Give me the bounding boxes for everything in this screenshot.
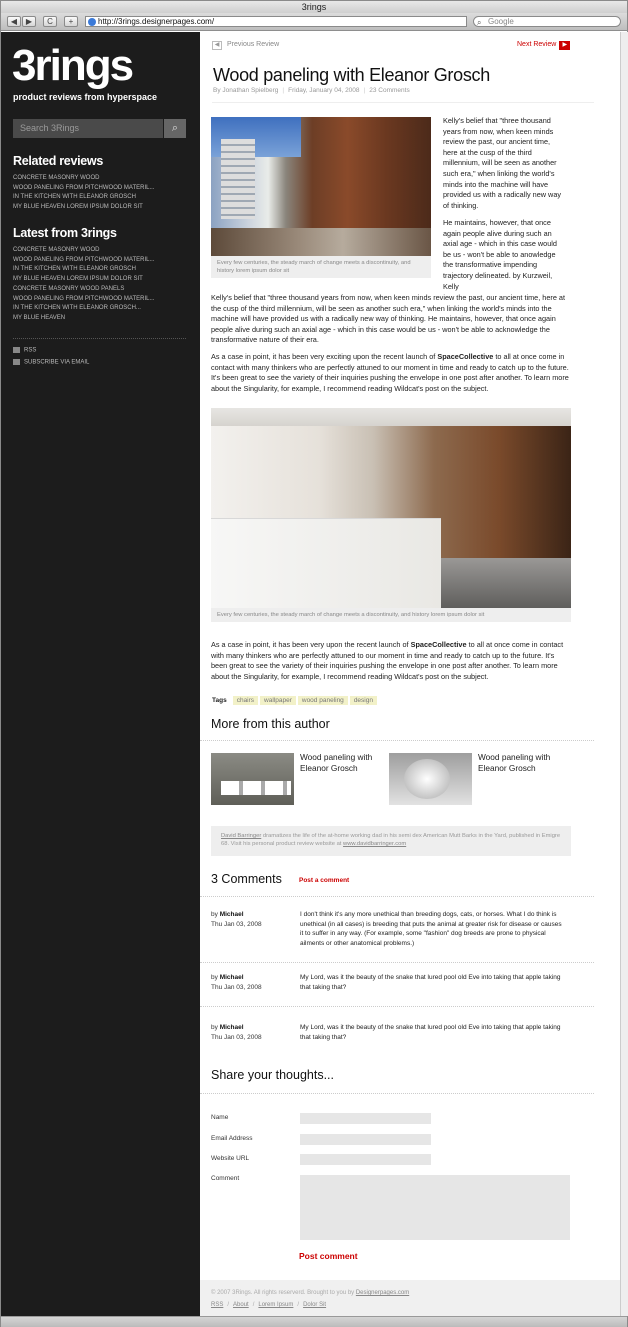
divider <box>200 1006 594 1007</box>
copyright-text: © 2007 3Rings. All rights reserverd. Brought to you by <box>211 1290 356 1296</box>
comment-author-name[interactable]: Michael <box>219 911 244 918</box>
image-2-caption: Every few centuries, the steady march of change meets a discontinuity, and history lorem ipsum dolor sit <box>211 608 571 622</box>
website-field[interactable] <box>300 1154 431 1165</box>
add-bookmark-button[interactable]: + <box>64 16 78 27</box>
site-search-input[interactable]: Search 3Rings <box>13 119 163 138</box>
search-icon: ⌕ <box>477 18 482 27</box>
latest-heading: Latest from 3rings <box>13 226 117 240</box>
bio-text: dramatizes the life of the at-home working dad in his semi dex American Mutt Barks in the Yard, published in Emigre 68. Visit his personal product review website at <box>221 833 561 847</box>
rss-icon <box>13 347 20 353</box>
arrow-left-icon: ◀ <box>212 41 222 50</box>
rss-label: RSS <box>24 347 37 354</box>
previous-review-label: Previous Review <box>227 41 280 48</box>
comment-author <box>211 973 291 992</box>
tag-link[interactable]: chairs <box>233 696 258 705</box>
browser-search-input[interactable] <box>473 16 621 27</box>
text: to all at once come in contact with many thinkers who are perfectly attuned to our moment in time and ready to catch up to the future. It's been great to see the variety of their inquiries pushing the envelope in one post after another. To learn more about the Singularity, for example, I recommend reading Wildcat's post on the subject. <box>211 352 569 393</box>
name-field[interactable] <box>300 1113 431 1124</box>
subscribe-email-link[interactable] <box>13 359 89 366</box>
author-website-link[interactable]: www.davidbarringer.com <box>343 841 407 847</box>
related-review-link[interactable]: IN THE KITCHEN WITH ELEANOR GROSCH <box>13 194 136 201</box>
article-paragraph <box>211 640 571 682</box>
comment-text: My Lord, was it the beauty of the snake that lured pool old Eve into taking that apple taking that taking that? <box>300 1024 561 1041</box>
text: As a case in point, it has been very exciting upon the recent launch of <box>211 352 438 361</box>
divider <box>200 740 594 741</box>
globe-icon <box>88 18 96 26</box>
tags-row <box>212 696 379 705</box>
article-paragraph: He maintains, however, that once again people alive during such an axial age - which in this case would be us - won't be able to anowledge the transformative impending trajectory delineated. by Kurzweil, Kelly <box>443 218 557 291</box>
divider <box>200 896 594 897</box>
address-text: http://3rings.designerpages.com/ <box>98 17 215 26</box>
latest-link[interactable]: IN THE KITCHEN WITH ELEANOR GROSCH <box>13 266 136 273</box>
by-label: by <box>211 1024 218 1031</box>
tag-link[interactable]: design <box>350 696 377 705</box>
text: As a case in point, it has been very upon the recent launch of <box>211 640 411 649</box>
latest-link[interactable]: WOOD PANELING FROM PITCHWOOD MATERIL... <box>13 295 155 302</box>
article-date: Friday, January 04, 2008 <box>288 87 360 94</box>
search-icon: ⌕ <box>171 122 179 134</box>
email-icon <box>13 359 20 365</box>
site-tagline: product reviews from hyperspace <box>13 92 158 102</box>
tags-label: Tags <box>212 697 227 704</box>
copyright <box>211 1290 409 1296</box>
address-bar[interactable] <box>85 16 467 27</box>
latest-link[interactable]: WOOD PANELING FROM PITCHWOOD MATERIL... <box>13 256 155 263</box>
footer-rss-link[interactable]: RSS <box>211 1302 224 1308</box>
tag-link[interactable]: wood paneling <box>298 696 348 705</box>
email-field[interactable] <box>300 1134 431 1145</box>
article-paragraph <box>211 352 571 394</box>
rss-link[interactable] <box>13 347 36 354</box>
footer-lorem-link[interactable]: Lorem Ipsum <box>258 1302 294 1308</box>
comment-author <box>211 1023 291 1042</box>
footer-dolor-link[interactable]: Dolor Sit <box>303 1302 327 1308</box>
name-label: Name <box>211 1114 229 1121</box>
website-label: Website URL <box>211 1155 250 1162</box>
divider <box>200 1093 594 1094</box>
footer-about-link[interactable]: About <box>233 1302 249 1308</box>
comment-date: Thu Jan 03, 2008 <box>211 920 262 928</box>
latest-link[interactable]: MY BLUE HEAVEN <box>13 314 66 321</box>
related-reviews-heading: Related reviews <box>13 154 103 168</box>
previous-review-link[interactable] <box>212 41 279 50</box>
by-label: by <box>211 974 218 981</box>
email-label: Email Address <box>211 1135 253 1142</box>
article-paragraph: Kelly's belief that "three thousand years from now, when keen minds review the past, our ancient time, here at the cusp of the third millennium, will be seen as another such era," when linking the world's minds into the machine will have provided us with a radically new way of thinking. <box>443 116 562 210</box>
article-author[interactable]: By Jonathan Spielberg <box>213 87 279 94</box>
forward-button[interactable]: ▶ <box>22 16 36 27</box>
spacecollective-link[interactable]: SpaceCollective <box>410 640 467 649</box>
post-comment-button[interactable]: Post comment <box>299 1251 358 1261</box>
article-image-2 <box>211 408 571 608</box>
next-review-label: Next Review <box>517 41 557 48</box>
comment-date: Thu Jan 03, 2008 <box>211 1033 262 1041</box>
author-name-link[interactable]: David Barringer <box>221 833 262 839</box>
author-bio <box>211 826 571 856</box>
image-1-caption: Every few centuries, the steady march of change meets a discontinuity, and history lorem ipsum dolor sit <box>211 256 431 278</box>
article-image-1 <box>211 117 431 256</box>
comment-date: Thu Jan 03, 2008 <box>211 983 262 991</box>
divider <box>200 962 594 963</box>
related-thumbnail[interactable] <box>389 753 472 805</box>
post-comment-link[interactable]: Post a comment <box>299 877 350 884</box>
main-content <box>200 32 620 1316</box>
related-article-link[interactable]: Wood paneling with Eleanor Grosch <box>478 752 551 773</box>
article-paragraph: Kelly's belief that "three thousand years from now, when keen minds review the past, our ancient time, here at the cusp of the third millennium, will be seen as another such era," when linking the world's minds into the machine will have provided us with a radically new way of thinking. He maintains, however, that once again people alive during such an axial age - which in this case would be us - won't be able to acknowledge the transformative nature of their era. <box>211 293 566 345</box>
latest-link[interactable]: CONCRETE MASONRY WOOD PANELS <box>13 285 125 292</box>
next-review-link[interactable] <box>517 41 570 50</box>
comment-textarea[interactable] <box>300 1175 570 1240</box>
sidebar <box>1 32 200 1316</box>
related-review-link[interactable]: CONCRETE MASONRY WOOD <box>13 175 100 181</box>
related-review-link[interactable]: WOOD PANELING FROM PITCHWOOD MATERIL... <box>13 184 155 191</box>
tag-link[interactable]: wallpaper <box>260 696 296 705</box>
comment-label: Comment <box>211 1175 240 1182</box>
related-review-link[interactable]: MY BLUE HEAVEN LOREM IPSUM DOLOR SIT <box>13 204 143 211</box>
window-title: 3rings <box>1 1 627 13</box>
arrow-right-icon: ▶ <box>559 41 570 50</box>
article-title: Wood paneling with Eleanor Grosch <box>213 65 490 85</box>
browser-toolbar <box>1 13 627 31</box>
related-thumbnail[interactable] <box>211 753 294 805</box>
site-logo[interactable]: 3rings <box>12 41 133 90</box>
related-reviews-list <box>13 174 154 213</box>
footer <box>200 1280 620 1316</box>
spacecollective-link[interactable]: SpaceCollective <box>437 352 494 361</box>
latest-link[interactable]: IN THE KITCHEN WITH ELEANOR GROSCH... <box>13 305 141 312</box>
status-bar <box>1 1316 627 1327</box>
comments-heading: 3 Comments <box>211 872 282 886</box>
more-from-author-heading: More from this author <box>211 717 330 731</box>
site-search-button[interactable] <box>164 119 186 138</box>
reload-button[interactable]: C <box>43 16 57 27</box>
latest-list <box>13 246 154 324</box>
designerpages-link[interactable]: Designerpages.com <box>355 1290 410 1296</box>
scrollbar[interactable] <box>620 32 628 1316</box>
latest-link[interactable]: MY BLUE HEAVEN LOREM IPSUM DOLOR SIT <box>13 276 143 283</box>
comment-text: My Lord, was it the beauty of the snake that lured pool old Eve into taking that apple taking that taking that? <box>300 974 561 991</box>
back-button[interactable]: ◀ <box>7 16 21 27</box>
comment-author <box>211 910 291 929</box>
text: to all at once come in contact with many thinkers who are perfectly attuned to our moment in time and ready to catch up to the future. It's been great to see the variety of their inquiries pushing the envelope in one post after another. To learn more about the Singularity, for example, I recommend reading Wildcat's post on the subject. <box>211 640 564 681</box>
divider <box>212 102 594 103</box>
share-heading: Share your thoughts... <box>211 1068 334 1082</box>
sidebar-divider <box>13 338 186 339</box>
subscribe-label: SUBSCRIBE VIA EMAIL <box>24 359 90 366</box>
footer-links: RSS / About / Lorem Ipsum / Dolor Sit <box>211 1302 327 1308</box>
article-meta: By Jonathan Spielberg | Friday, January 04, 2008 | 23 Comments <box>213 87 410 94</box>
comment-author-name[interactable]: Michael <box>219 1024 244 1031</box>
by-label: by <box>211 911 218 918</box>
comment-author-name[interactable]: Michael <box>219 974 244 981</box>
related-article-link[interactable]: Wood paneling with Eleanor Grosch <box>300 752 373 773</box>
article-comment-count[interactable]: 23 Comments <box>369 87 410 94</box>
browser-search-placeholder: Google <box>488 17 514 26</box>
comment-text: I don't think it's any more unethical than breeding dogs, cats, or horses. What I do think is unethical (in all cases) is breeding that puts the animal at greater risk for disease or causes it to suffer in any way. (For example, some "fashion" dog breeds are prone to physical ailments or other anatomical problems.) <box>300 911 562 947</box>
latest-link[interactable]: CONCRETE MASONRY WOOD <box>13 247 100 253</box>
